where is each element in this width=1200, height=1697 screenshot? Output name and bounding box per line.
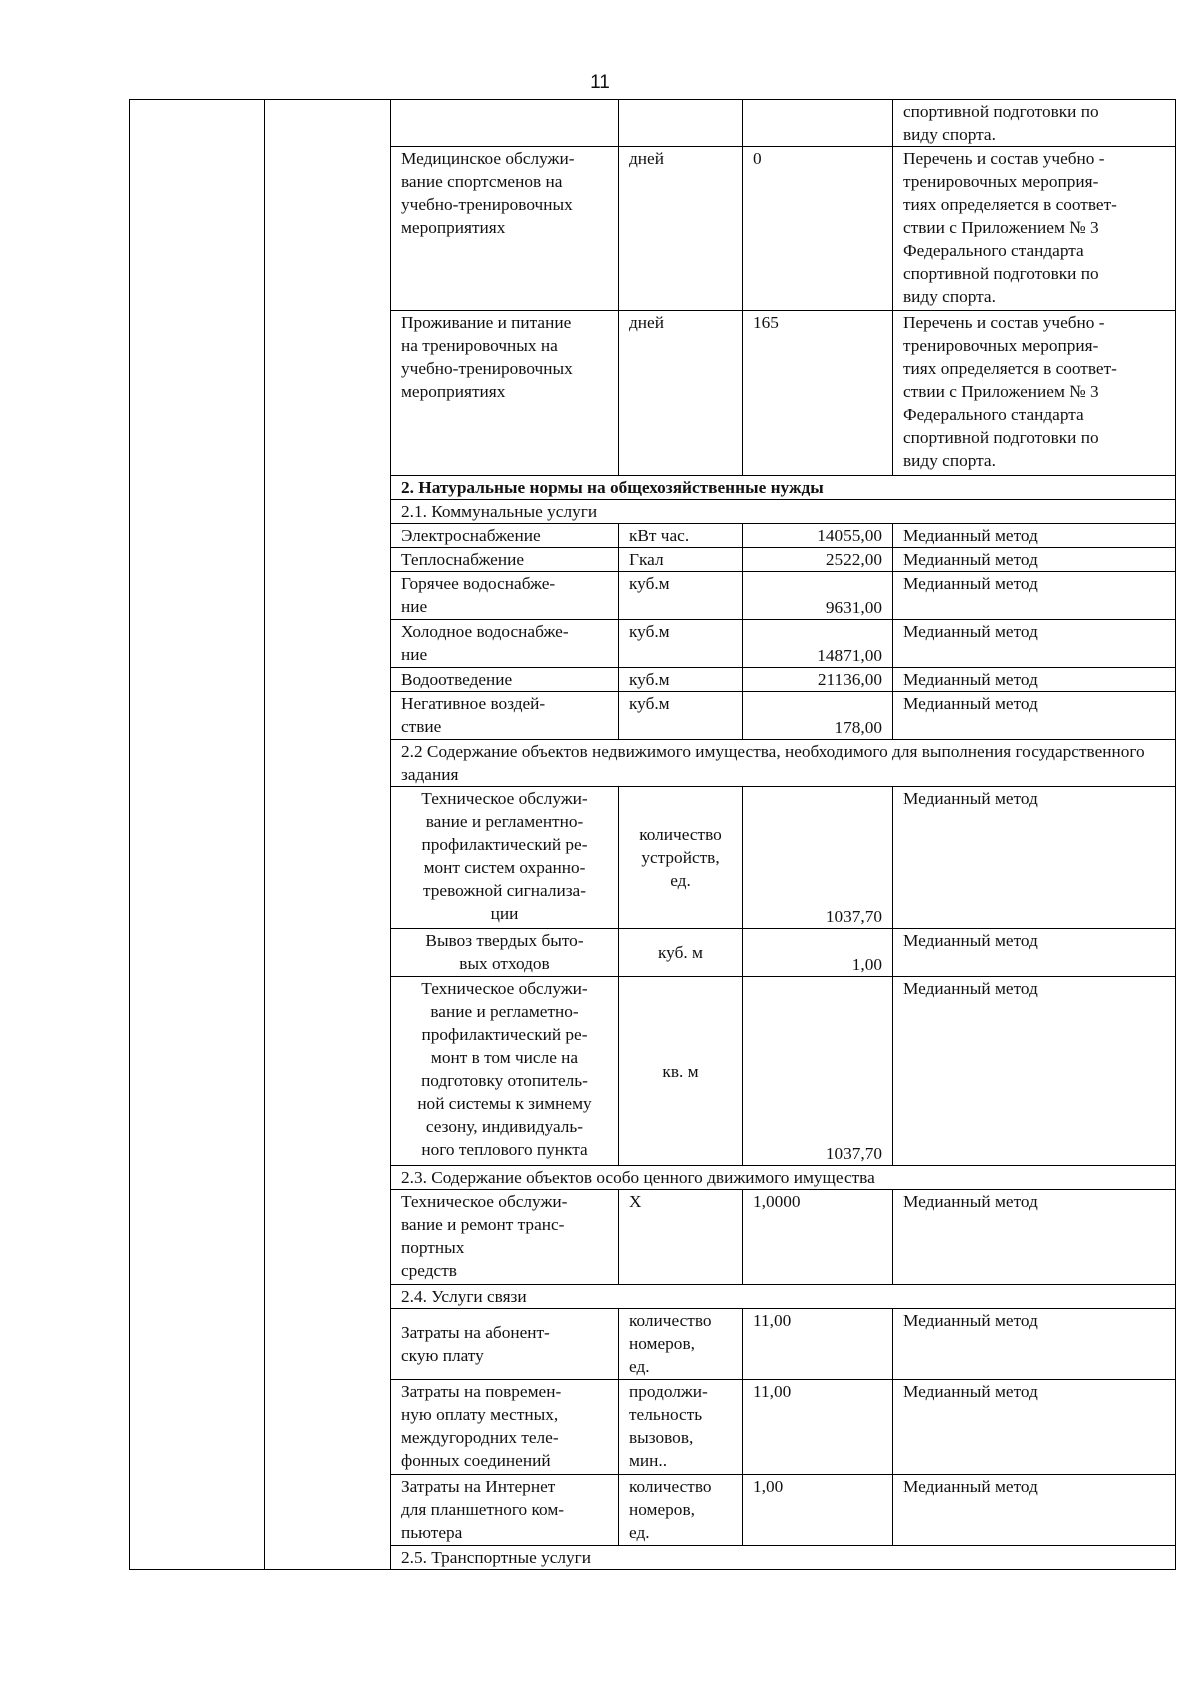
cell-name: Проживание и питание на тренировочных на учебно-тренировочных мероприятиях [391, 311, 619, 476]
cell-value: 1037,70 [743, 977, 893, 1166]
cell-unit: куб. м [619, 929, 743, 977]
norms-table [129, 99, 1176, 1570]
cell-method: спортивной подготовки по виду спорта. [893, 100, 1176, 147]
cell-method: Медианный метод [893, 1309, 1176, 1380]
cell-unit: куб.м [619, 668, 743, 692]
subsection-heading: 2.4. Услуги связи [391, 1285, 1176, 1309]
cell-unit: кВт час. [619, 524, 743, 548]
cell-unit: количество номеров, ед. [619, 1309, 743, 1380]
cell-value [743, 100, 893, 147]
cell-unit: Х [619, 1190, 743, 1285]
cell-value: 14055,00 [743, 524, 893, 548]
cell-method: Медианный метод [893, 787, 1176, 929]
section-heading: 2. Натуральные нормы на общехозяйственные нужды [391, 476, 1176, 500]
cell-value: 11,00 [743, 1380, 893, 1475]
cell-unit: кв. м [619, 977, 743, 1166]
cell-name: Горячее водоснабже- ние [391, 572, 619, 620]
subsection-heading: 2.5. Транспортные услуги [391, 1546, 1176, 1570]
cell-method: Медианный метод [893, 1475, 1176, 1546]
cell-value: 2522,00 [743, 548, 893, 572]
cell-value: 165 [743, 311, 893, 476]
cell-name: Негативное воздей- ствие [391, 692, 619, 740]
cell-name: Техническое обслужи- вание и ремонт транс- портных средств [391, 1190, 619, 1285]
cell-name: Холодное водоснабже- ние [391, 620, 619, 668]
cell-unit: дней [619, 147, 743, 311]
cell-unit: Гкал [619, 548, 743, 572]
cell-method: Перечень и состав учебно - тренировочных мероприя- тиях определяется в соответ- ствии с Приложением № 3 Федерального стандарта спортивной подготовки по виду спорта. [893, 147, 1176, 311]
cell-name: Медицинское обслужи- вание спортсменов на учебно-тренировочных мероприятиях [391, 147, 619, 311]
cell-value: 14871,00 [743, 620, 893, 668]
subsection-heading: 2.1. Коммунальные услуги [391, 500, 1176, 524]
cell-value: 1,0000 [743, 1190, 893, 1285]
empty-column-1 [130, 100, 265, 1570]
cell-value: 0 [743, 147, 893, 311]
cell-value: 1037,70 [743, 787, 893, 929]
cell-value: 178,00 [743, 692, 893, 740]
cell-value: 21136,00 [743, 668, 893, 692]
subsection-heading: 2.2 Содержание объектов недвижимого имущества, необходимого для выполнения государственного задания [391, 740, 1176, 787]
cell-unit: куб.м [619, 572, 743, 620]
empty-column-2 [265, 100, 391, 1570]
cell-name: Затраты на Интернет для планшетного ком- пьютера [391, 1475, 619, 1546]
table-row [130, 100, 1176, 147]
cell-unit: продолжи- тельность вызовов, мин.. [619, 1380, 743, 1475]
cell-unit: количество устройств, ед. [619, 787, 743, 929]
cell-unit: дней [619, 311, 743, 476]
cell-unit: куб.м [619, 620, 743, 668]
cell-method: Медианный метод [893, 1380, 1176, 1475]
page-number: 11 [590, 72, 610, 93]
cell-name: Затраты на повремен- ную оплату местных, междугородних теле- фонных соединений [391, 1380, 619, 1475]
cell-name: Электроснабжение [391, 524, 619, 548]
cell-name: Техническое обслужи- вание и регламетно- профилактический ре- монт в том числе на подготовку отопитель- ной системы к зимнему сезону, индивидуаль- ного теплового пункта [391, 977, 619, 1166]
cell-name: Затраты на абонент- скую плату [391, 1309, 619, 1380]
cell-method: Медианный метод [893, 548, 1176, 572]
cell-value: 9631,00 [743, 572, 893, 620]
cell-name: Водоотведение [391, 668, 619, 692]
cell-method: Медианный метод [893, 929, 1176, 977]
cell-method: Медианный метод [893, 524, 1176, 548]
cell-name [391, 100, 619, 147]
cell-method: Перечень и состав учебно - тренировочных мероприя- тиях определяется в соответ- ствии с Приложением № 3 Федерального стандарта спортивной подготовки по виду спорта. [893, 311, 1176, 476]
cell-method: Медианный метод [893, 977, 1176, 1166]
cell-name: Вывоз твердых быто- вых отходов [391, 929, 619, 977]
cell-unit: куб.м [619, 692, 743, 740]
cell-name: Техническое обслужи- вание и регламентно- профилактический ре- монт систем охранно- тревожной сигнализа- ции [391, 787, 619, 929]
cell-value: 1,00 [743, 929, 893, 977]
cell-name: Теплоснабжение [391, 548, 619, 572]
cell-unit [619, 100, 743, 147]
subsection-heading: 2.3. Содержание объектов особо ценного движимого имущества [391, 1166, 1176, 1190]
cell-method: Медианный метод [893, 692, 1176, 740]
cell-method: Медианный метод [893, 1190, 1176, 1285]
cell-value: 11,00 [743, 1309, 893, 1380]
cell-value: 1,00 [743, 1475, 893, 1546]
cell-method: Медианный метод [893, 668, 1176, 692]
cell-method: Медианный метод [893, 620, 1176, 668]
cell-unit: количество номеров, ед. [619, 1475, 743, 1546]
cell-method: Медианный метод [893, 572, 1176, 620]
